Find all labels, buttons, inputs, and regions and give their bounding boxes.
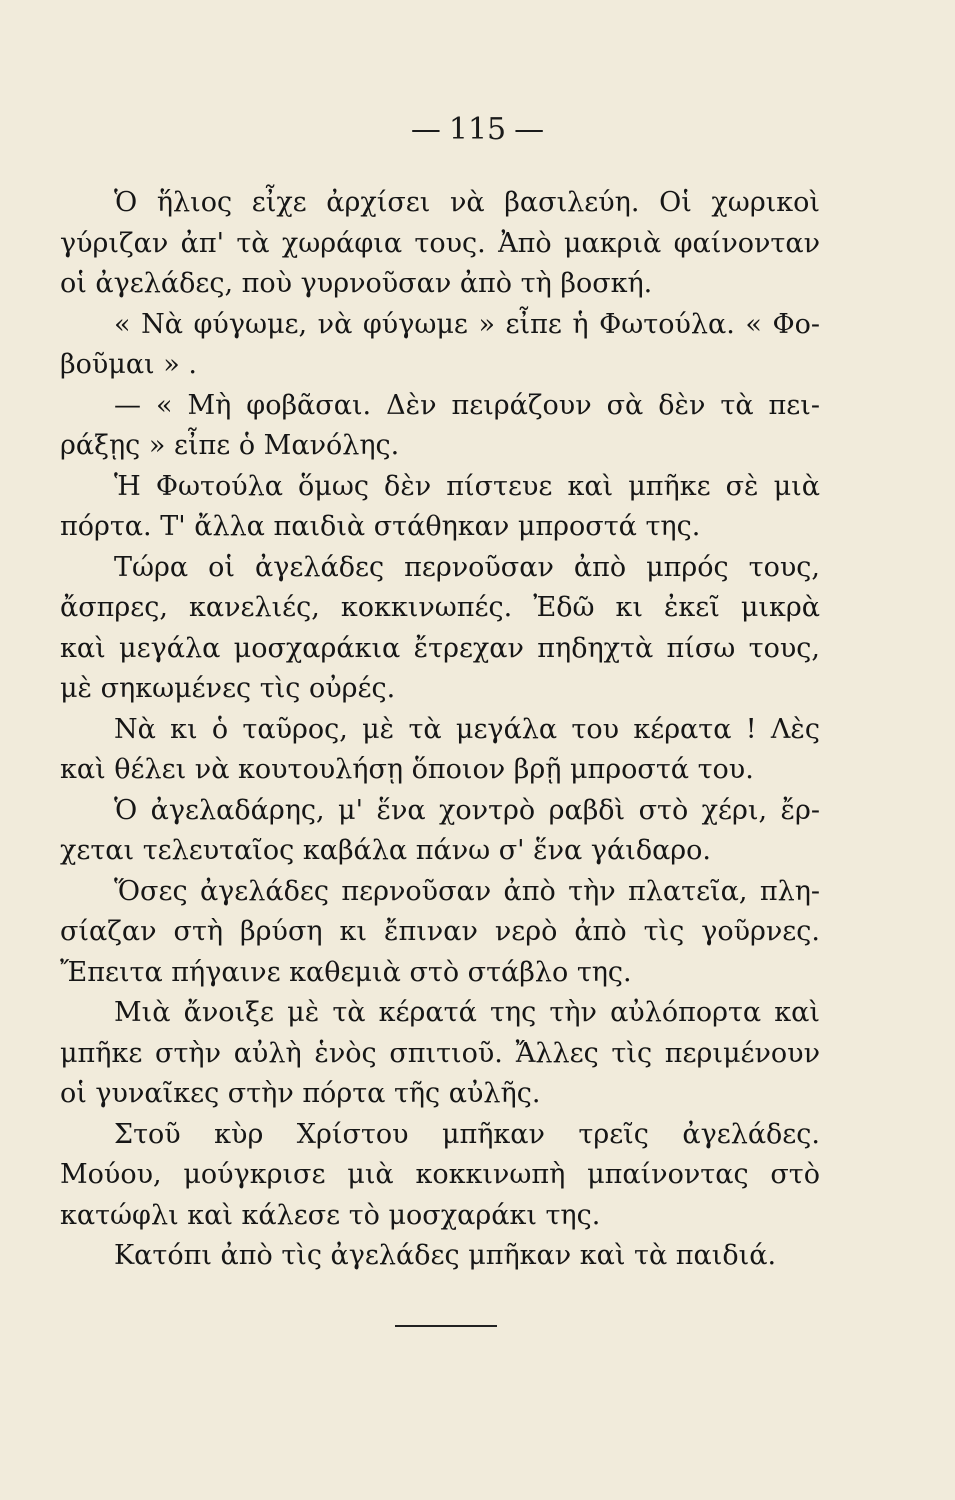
text-line: Ἡ Φωτούλα ὅμως δὲν πίστευε καὶ μπῆκε σὲ μιὰ — [114, 470, 820, 502]
text-line: Ὅσες ἀγελάδες περνοῦσαν ἀπὸ τὴν πλατεῖα, πλη- — [114, 875, 820, 907]
text-line: χεται τελευταῖος καβάλα πάνω σ' ἕνα γάιδαρο. — [60, 835, 712, 866]
text-line: Τώρα οἱ ἀγελάδες περνοῦσαν ἀπὸ μπρός τους, — [114, 551, 820, 583]
chapter-end-rule — [395, 1325, 497, 1327]
text-line: Μιὰ ἄνοιξε μὲ τὰ κέρατά της τὴν αὐλόπορτα καὶ — [114, 997, 820, 1028]
text-line: Κατόπι ἀπὸ τὶς ἀγελάδες μπῆκαν καὶ τὰ παιδιά. — [114, 1240, 777, 1271]
body-text — [60, 183, 820, 1277]
page-number-dash-left: — — [410, 112, 441, 147]
text-line: — « Μὴ φοβᾶσαι. Δὲν πειράζουν σὰ δὲν τὰ πει- — [114, 389, 820, 421]
text-line: Ὁ ἥλιος εἶχε ἀρχίσει νὰ βασιλεύη. Οἱ χωρικοὶ — [114, 187, 820, 218]
text-line: ράξῃς » εἶπε ὁ Μανόλης. — [60, 430, 400, 461]
text-line: Στοῦ κὺρ Χρίστου μπῆκαν τρεῖς ἀγελάδες. — [114, 1118, 820, 1150]
text-line: βοῦμαι » . — [60, 349, 197, 380]
text-line: ἄσπρες, κανελιές, κοκκινωπές. Ἐδῶ κι ἐκεῖ μικρὰ — [60, 592, 820, 623]
text-line: Ὁ ἀγελαδάρης, μ' ἕνα χοντρὸ ραβδὶ στὸ χέρι, ἔρ- — [114, 794, 820, 826]
text-line: μπῆκε στὴν αὐλὴ ἑνὸς σπιτιοῦ. Ἄλλες τὶς περιμένουν — [60, 1037, 820, 1069]
page-number-dash-right: — — [514, 112, 545, 147]
page-number-header — [0, 112, 955, 147]
text-line: καὶ μεγάλα μοσχαράκια ἔτρεχαν πηδηχτὰ πίσω τους, — [60, 632, 820, 664]
text-line: οἱ ἀγελάδες, ποὺ γυρνοῦσαν ἀπὸ τὴ βοσκή. — [60, 268, 653, 299]
text-line: οἱ γυναῖκες στὴν πόρτα τῆς αὐλῆς. — [60, 1078, 541, 1109]
text-line: γύριζαν ἀπ' τὰ χωράφια τους. Ἀπὸ μακριὰ φαίνονταν — [60, 227, 820, 259]
text-line: καὶ θέλει νὰ κουτουλήσῃ ὅποιον βρῇ μπροστά του. — [60, 754, 754, 785]
text-line: σίαζαν στὴ βρύση κι ἔπιναν νερὸ ἀπὸ τὶς γοῦρνες. — [60, 916, 820, 947]
text-line: Ἔπειτα πήγαινε καθεμιὰ στὸ στάβλο της. — [60, 956, 632, 988]
text-line: Νὰ κι ὁ ταῦρος, μὲ τὰ μεγάλα του κέρατα ! Λὲς — [114, 713, 820, 745]
page-number: 115 — [448, 112, 507, 147]
text-line: πόρτα. Τ' ἄλλα παιδιὰ στάθηκαν μπροστά της. — [60, 511, 701, 542]
text-line: « Νὰ φύγωμε, νὰ φύγωμε » εἶπε ἡ Φωτούλα. « Φο- — [114, 308, 820, 340]
text-line: μὲ σηκωμένες τὶς οὐρές. — [60, 673, 396, 704]
text-line: κατώφλι καὶ κάλεσε τὸ μοσχαράκι της. — [60, 1199, 601, 1231]
text-line: Μούου, μούγκρισε μιὰ κοκκινωπὴ μπαίνοντας στὸ — [60, 1159, 820, 1190]
